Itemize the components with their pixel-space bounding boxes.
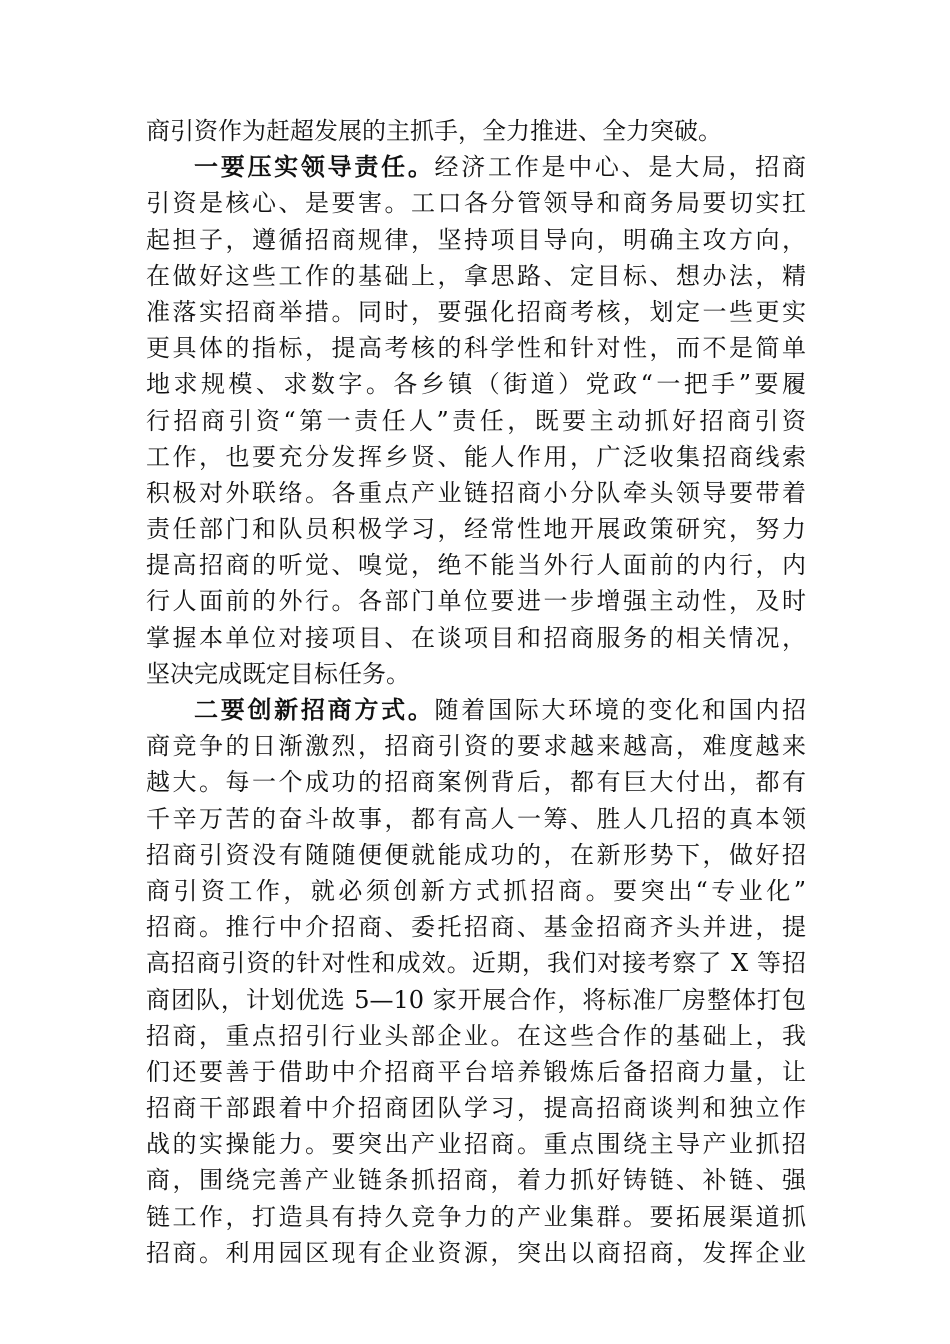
paragraph-2-line: 引资是核心、是要害。工口各分管领导和商务局要切实扛 [146, 189, 806, 218]
paragraph-2-line: 掌握本单位对接项目、在谈项目和招商服务的相关情况， [146, 623, 806, 652]
paragraph-3-line: 越大。每一个成功的招商案例背后，都有巨大付出，都有 [146, 768, 806, 797]
paragraph-3-line: 商竞争的日渐激烈，招商引资的要求越来越高，难度越来 [146, 732, 806, 761]
paragraph-3-line: 商引资工作，就必须创新方式抓招商。要突出“专业化” [146, 876, 806, 905]
paragraph-2-heading: 一要压实领导责任。 [194, 152, 435, 182]
paragraph-2-line: 起担子，遵循招商规律，坚持项目导向，明确主攻方向， [146, 225, 806, 254]
paragraph-3-line: 们还要善于借助中介招商平台培养锻炼后备招商力量，让 [146, 1057, 806, 1086]
paragraph-2-line: 在做好这些工作的基础上，拿思路、定目标、想办法，精 [146, 261, 806, 290]
paragraph-3-heading: 二要创新招商方式。 [194, 695, 435, 724]
paragraph-3-line: 招商，重点招引行业头部企业。在这些合作的基础上，我 [146, 1021, 806, 1050]
paragraph-3-line: 战的实操能力。要突出产业招商。重点围绕主导产业抓招 [146, 1130, 806, 1159]
paragraph-2-line: 行招商引资“第一责任人”责任，既要主动抓好招商引资 [146, 406, 806, 435]
document-body [146, 113, 806, 1271]
paragraph-2-line: 更具体的指标，提高考核的科学性和针对性，而不是简单 [146, 334, 806, 363]
paragraph-3-line: 高招商引资的针对性和成效。近期，我们对接考察了 X 等招 [146, 949, 806, 978]
paragraph-3-line: 千辛万苦的奋斗故事，都有高人一筹、胜人几招的真本领 [146, 804, 806, 833]
paragraph-3-line: 招商。推行中介招商、委托招商、基金招商齐头并进，提 [146, 913, 806, 942]
paragraph-2-line: 坚决完成既定目标任务。 [146, 659, 410, 688]
paragraph-2-line: 工作，也要充分发挥乡贤、能人作用，广泛收集招商线索 [146, 442, 806, 471]
paragraph-3-line: 招商引资没有随随便便就能成功的，在新形势下，做好招 [146, 840, 806, 869]
paragraph-3-line: 链工作，打造具有持久竞争力的产业集群。要拓展渠道抓 [146, 1202, 806, 1231]
paragraph-2-line: 提高招商的听觉、嗅觉，绝不能当外行人面前的内行，内 [146, 551, 806, 580]
paragraph-2-line: 责任部门和队员积极学习，经常性地开展政策研究，努力 [146, 515, 806, 544]
paragraph-2-line: 积极对外联络。各重点产业链招商小分队牵头领导要带着 [146, 478, 806, 507]
paragraph-2-line: 准落实招商举措。同时，要强化招商考核，划定一些更实 [146, 297, 806, 326]
paragraph-3-line: 商，围绕完善产业链条抓招商，着力抓好铸链、补链、强 [146, 1166, 806, 1195]
paragraph-3-first-line-text: 随着国际大环境的变化和国内招 [434, 696, 807, 724]
paragraph-2-line: 地求规模、求数字。各乡镇（街道）党政“一把手”要履 [146, 370, 806, 399]
paragraph-3-line: 招商。利用园区现有企业资源，突出以商招商，发挥企业 [146, 1238, 806, 1267]
paragraph-3-first-line [146, 692, 806, 728]
paragraph-3-line: 招商干部跟着中介招商团队学习，提高招商谈判和独立作 [146, 1094, 806, 1123]
paragraph-2-first-line [146, 149, 806, 185]
paragraph-2-first-line-text: 经济工作是中心、是大局，招商 [434, 153, 807, 182]
paragraph-1-line-1: 商引资作为赶超发展的主抓手，全力推进、全力突破。 [146, 117, 722, 145]
paragraph-2-line: 行人面前的外行。各部门单位要进一步增强主动性，及时 [146, 587, 806, 616]
paragraph-3-line: 商团队，计划优选 5—10 家开展合作，将标准厂房整体打包 [146, 985, 806, 1014]
